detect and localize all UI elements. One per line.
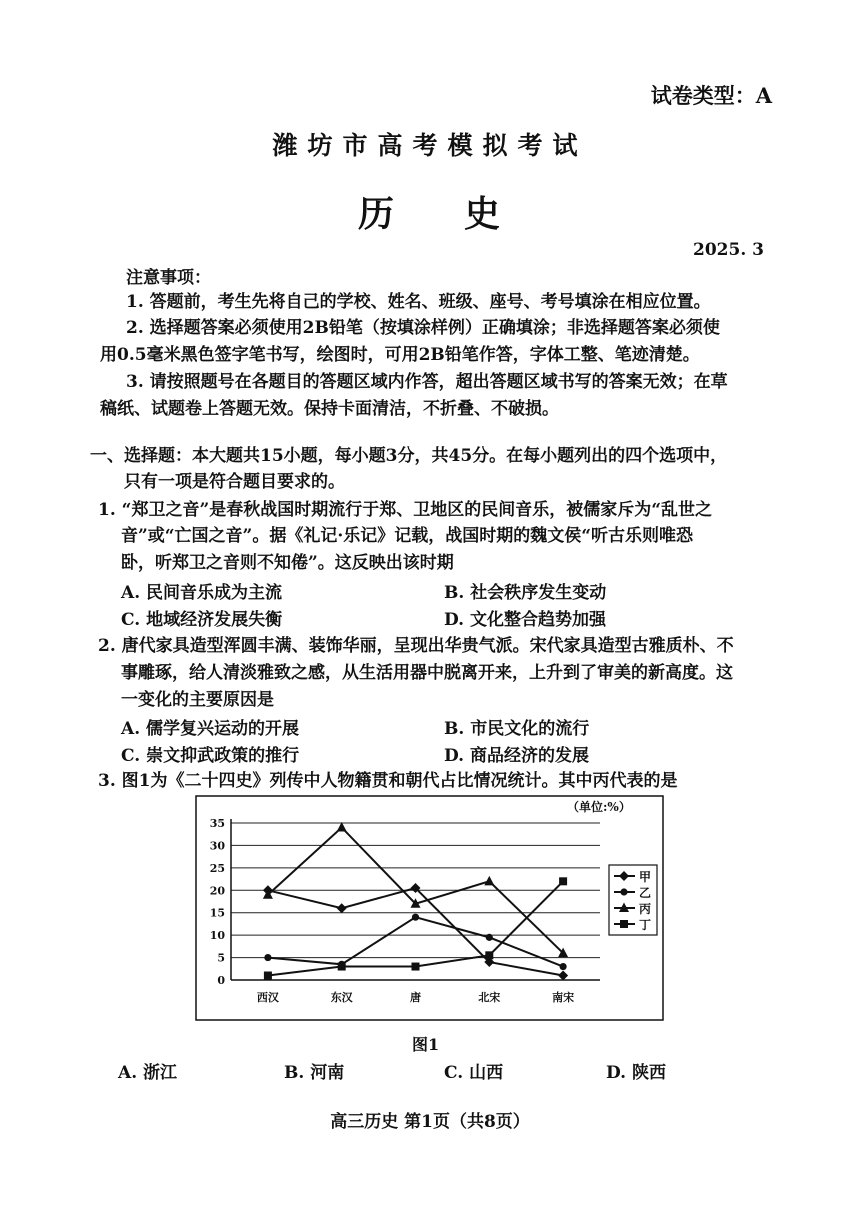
y-tick-label-15: 15 (209, 906, 225, 920)
y-tick-label-5: 5 (217, 951, 225, 965)
question-3-option-a: A. 浙江 (118, 1063, 178, 1083)
x-tick-label-3: 北宋 (478, 991, 501, 1004)
x-tick-label-1: 东汉 (330, 991, 353, 1004)
notice-item-3-line-2: 稿纸、试题卷上答题无效。保持卡面清洁，不折叠、不破损。 (100, 399, 559, 419)
question-2-option-b: B. 市民文化的流行 (444, 719, 590, 739)
question-2-option-c: C. 崇文抑武政策的推行 (121, 746, 300, 766)
question-2-option-d: D. 商品经济的发展 (444, 746, 589, 766)
y-tick-label-25: 25 (209, 861, 225, 875)
series-2-point-0 (264, 954, 271, 961)
question-2-option-a: A. 儒学复兴运动的开展 (121, 719, 300, 739)
section-heading-line-2: 只有一项是符合题目要求的。 (124, 472, 345, 492)
chart-unit-label: （单位:%） (567, 800, 631, 814)
question-3-option-d: D. 陕西 (606, 1063, 666, 1083)
notice-item-3-line-1: 3. 请按照题号在各题目的答题区域内作答，超出答题区域书写的答案无效；在草 (126, 372, 728, 392)
question-3-line-1: 3. 图1为《二十四史》列传中人物籍贯和朝代占比情况统计。其中丙代表的是 (98, 771, 678, 791)
paper-type-label: 试卷类型：A (650, 83, 772, 108)
section-heading-line-1: 一、选择题：本大题共15小题，每小题3分，共45分。在每小题列出的四个选项中， (90, 446, 728, 466)
notice-title: 注意事项： (126, 268, 211, 288)
x-tick-label-2: 唐 (410, 991, 421, 1004)
legend-marker-4 (620, 920, 628, 928)
exam-date: 2025. 3 (693, 240, 764, 260)
series-4-point-4 (559, 877, 567, 885)
question-1-option-a: A. 民间音乐成为主流 (121, 583, 283, 603)
figure-1-caption: 图1 (412, 1035, 440, 1054)
subject-title (0, 186, 860, 237)
figure-1-line-chart (195, 795, 665, 1023)
subject-char-2: 史 (464, 193, 503, 235)
question-2-line-2: 事雕琢，给人清淡雅致之感，从生活用器中脱离开来，上升到了审美的新高度。这 (121, 663, 733, 683)
series-4-point-2 (412, 963, 420, 971)
legend-marker-2 (620, 888, 627, 895)
series-4-point-3 (485, 951, 493, 959)
exam-title: 潍坊市高考模拟考试 (272, 131, 588, 160)
series-2-point-4 (560, 963, 567, 970)
chart-frame (196, 796, 663, 1020)
question-1-option-c: C. 地域经济发展失衡 (121, 610, 283, 630)
notice-item-2-line-2: 用0.5毫米黑色签字笔书写，绘图时，可用2B铅笔作答，字体工整、笔迹清楚。 (100, 345, 700, 365)
subject-char-1: 历 (357, 193, 396, 235)
series-2-point-3 (486, 934, 493, 941)
series-4-point-1 (338, 963, 346, 971)
question-3-option-b: B. 河南 (284, 1063, 345, 1083)
notice-item-1: 1. 答题前，考生先将自己的学校、姓名、班级、座号、考号填涂在相应位置。 (126, 292, 711, 312)
question-2-line-3: 一变化的主要原因是 (121, 690, 274, 710)
y-tick-label-0: 0 (217, 974, 225, 987)
x-tick-label-4: 南宋 (552, 991, 575, 1004)
series-2-point-2 (412, 914, 419, 921)
chart-legend (609, 865, 657, 935)
legend-label-3: 丙 (639, 902, 652, 916)
series-4-point-0 (264, 972, 272, 980)
y-tick-label-30: 30 (209, 839, 225, 853)
notice-item-2-line-1: 2. 选择题答案必须使用2B铅笔（按填涂样例）正确填涂；非选择题答案必须使 (126, 318, 720, 338)
y-tick-label-20: 20 (209, 884, 225, 898)
question-1-line-2: 音”或“亡国之音”。据《礼记·乐记》记载，战国时期的魏文侯“听古乐则唯恐 (121, 526, 694, 546)
page-footer: 高三历史 第1页（共8页） (330, 1112, 530, 1132)
question-1-option-b: B. 社会秩序发生变动 (444, 583, 607, 603)
legend-label-2: 乙 (639, 886, 652, 900)
y-tick-label-35: 35 (209, 817, 225, 830)
series-1-point-4 (558, 971, 568, 981)
x-tick-label-0: 西汉 (256, 991, 279, 1004)
series-3-point-3 (484, 876, 494, 886)
legend-label-4: 丁 (639, 918, 652, 932)
question-2-line-1: 2. 唐代家具造型浑圆丰满、装饰华丽，呈现出华贵气派。宋代家具造型古雅质朴、不 (98, 636, 734, 656)
legend-label-1: 甲 (639, 870, 652, 884)
y-tick-label-10: 10 (209, 929, 225, 943)
question-1-option-d: D. 文化整合趋势加强 (444, 610, 606, 630)
series-1-point-1 (337, 903, 347, 913)
question-1-line-1: 1. “郑卫之音”是春秋战国时期流行于郑、卫地区的民间音乐，被儒家斥为“乱世之 (98, 500, 712, 520)
question-3-option-c: C. 山西 (444, 1063, 504, 1083)
question-1-line-3: 卧，听郑卫之音则不知倦”。这反映出该时期 (121, 553, 454, 573)
